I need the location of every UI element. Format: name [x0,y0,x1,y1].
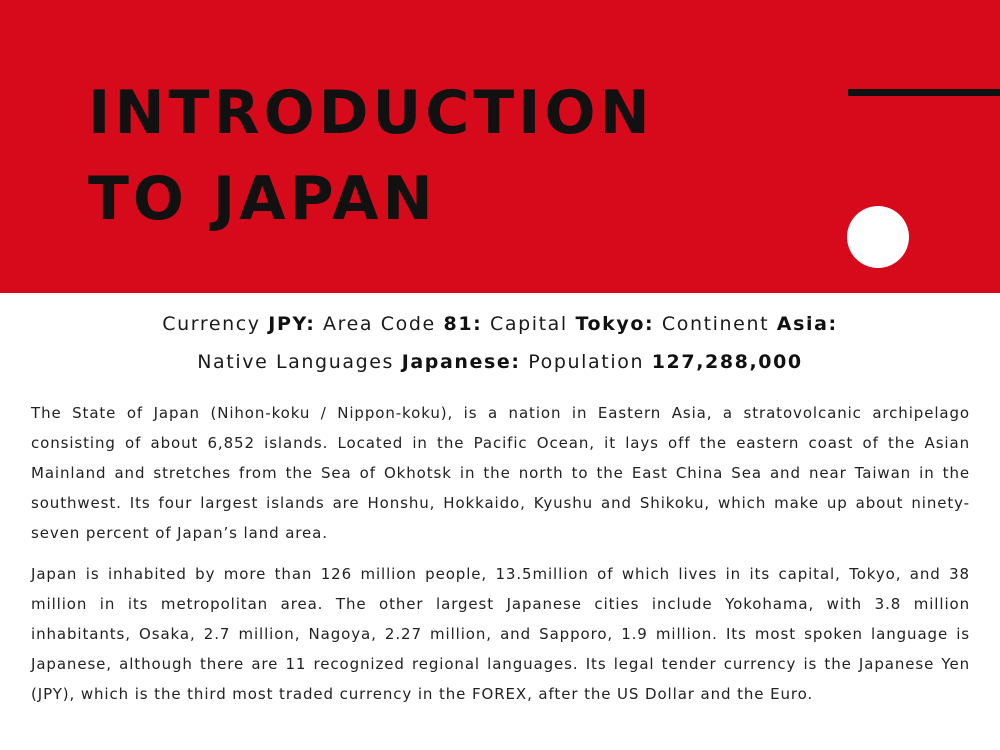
area-code-value: 81: [443,313,483,335]
rising-sun-circle [847,206,909,268]
facts-line-1 [0,305,1000,343]
paragraph-1: The State of Japan (Nihon-koku / Nippon-koku), is a nation in Eastern Asia, a stratovolcanic archipelago consisting of about 6,852 islands. Located in the Pacific Ocean, it lays off the eastern coast of the Asian Mainland and stretches from the Sea of Okhotsk in the north to the East China Sea and near Taiwan in the southwest. Its four largest islands are Honshu, Hokkaido, Kyushu and Shikoku, which make up about ninety-seven percent of Japan’s land area. [31,404,970,542]
area-code-label: Area Code [323,313,436,335]
facts-line-2 [0,343,1000,381]
title-line-1: INTRODUCTION [88,78,654,148]
continent-label: Continent [661,313,770,335]
header-banner [0,0,1000,293]
currency-value: JPY: [268,313,316,335]
population-value: 127,288,000 [651,351,803,373]
languages-value: Japanese: [401,351,521,373]
paragraph-2: Japan is inhabited by more than 126 million people, 13.5million of which lives in its capital, Tokyo, and 38 million in its metropolitan area. The other largest Japanese cities include Yokohama, with 3.8 million inhabitants, Osaka, 2.7 million, Nagoya, 2.27 million, and Sapporo, 1.9 million. Its most spoken language is Japanese, although there are 11 recognized regional languages. Its legal tender currency is the Japanese Yen (JPY), which is the third most traded currency in the FOREX, after the US Dollar and the Euro. [31,565,970,703]
body-text [31,398,970,720]
capital-label: Capital [489,313,568,335]
continent-value: Asia: [776,313,838,335]
currency-label: Currency [162,313,261,335]
population-label: Population [528,351,645,373]
title-line-2: TO JAPAN [88,164,437,234]
country-facts [0,305,1000,381]
languages-label: Native Languages [197,351,395,373]
page-title [88,70,654,242]
decorative-line [848,89,1000,96]
capital-value: Tokyo: [575,313,655,335]
